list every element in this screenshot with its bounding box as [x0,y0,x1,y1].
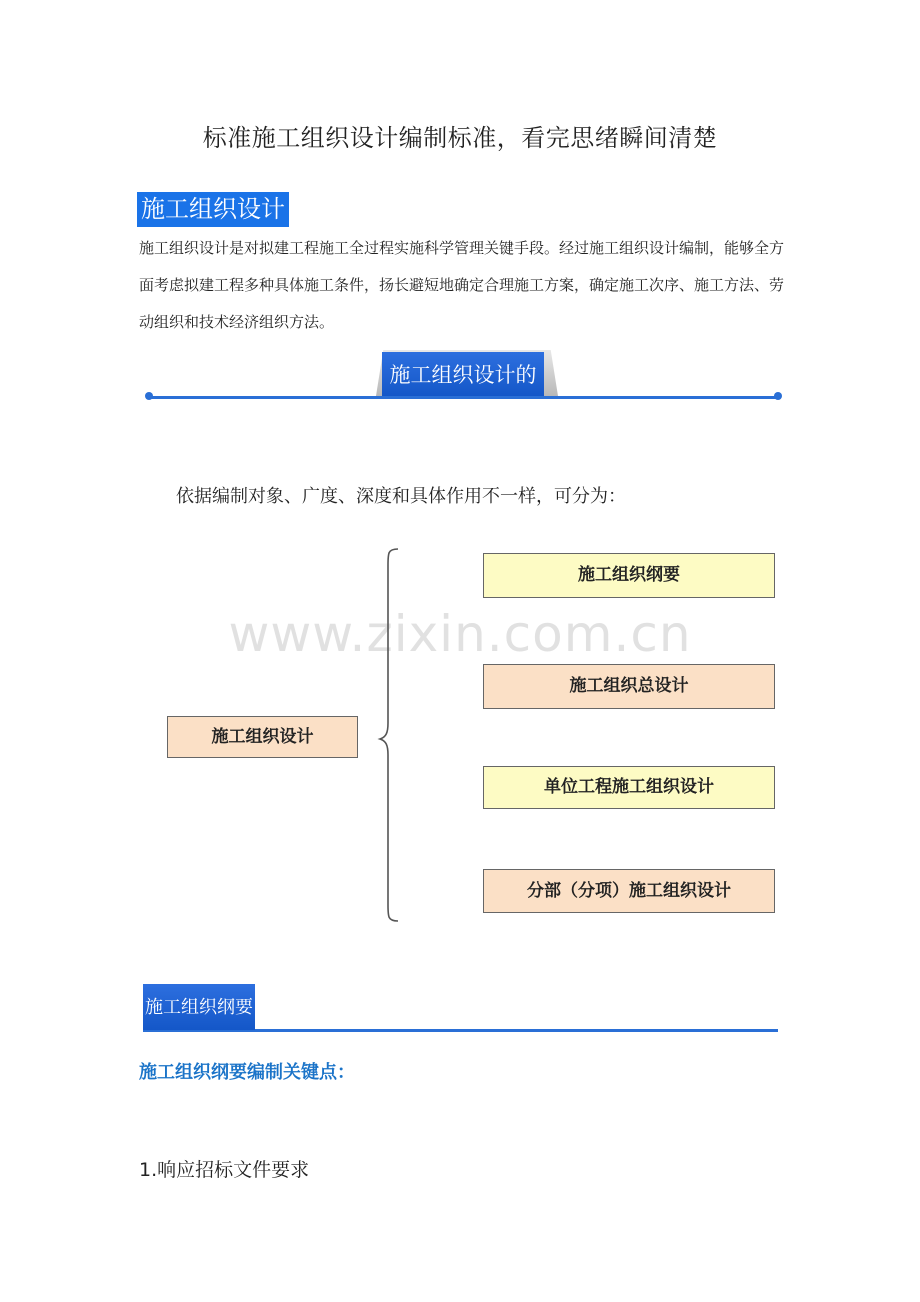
section-heading-outline: 施工组织纲要 [143,984,255,1030]
divider-endpoint-left [145,392,153,400]
diagram-child-general-design: 施工组织总设计 [483,664,775,709]
design-paragraph: 施工组织设计是对拟建工程施工全过程实施科学管理关键手段。经过施工组织设计编制，能够全方面考虑拟建工程多种具体施工条件，扬长避短地确定合理施工方案，确定施工次序、施工方法、劳动组织和技术经济组织方法。 [139,239,785,331]
classification-intro: 依据编制对象、广度、深度和具体作用不一样，可分为： [176,486,626,507]
divider-endpoint-right [774,392,782,400]
watermark: www.zixin.com.cn [228,605,692,663]
diagram-child-unit-project: 单位工程施工组织设计 [483,766,775,809]
diagram-root-box: 施工组织设计 [167,716,358,758]
document-title: 标准施工组织设计编制标准，看完思绪瞬间清楚 [202,124,718,152]
keypoints-title: 施工组织纲要编制关键点： [139,1062,355,1083]
list-item: 1.响应招标文件要求 [139,1159,310,1181]
curly-brace [370,545,410,925]
section-heading-design: 施工组织设计 [137,192,289,227]
section-heading-classification: 施工组织设计的分类 [382,352,544,396]
diagram-child-outline: 施工组织纲要 [483,553,775,598]
diagram-child-subdivision: 分部（分项）施工组织设计 [483,869,775,913]
